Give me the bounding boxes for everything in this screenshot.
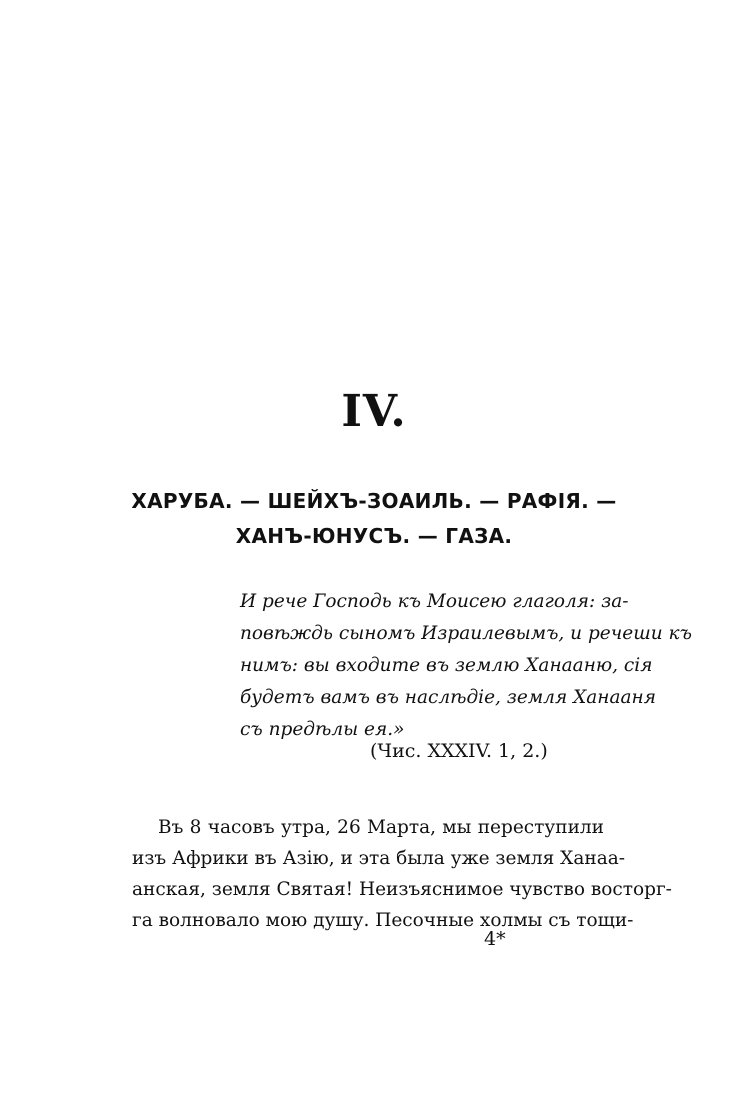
chapter-number: IV. <box>341 386 407 437</box>
epigraph <box>240 586 692 746</box>
body-line: га волновало мою душу. Песочные холмы съ тощи- <box>132 910 634 931</box>
printer-signature-mark: 4* <box>484 928 506 950</box>
chapter-title-line: ХАНЪ-ЮНУСЪ. — ГАЗА. <box>235 524 513 548</box>
chapter-title <box>0 484 748 554</box>
epigraph-citation: (Чис. XXXIV. 1, 2.) <box>370 740 548 762</box>
body-paragraph <box>132 812 672 936</box>
epigraph-line: съ предѣлы ея.» <box>240 719 405 740</box>
chapter-title-line: ХАРУБА. — ШЕЙХЪ-ЗОАИЛЬ. — РАФІЯ. — <box>131 489 617 513</box>
epigraph-line: будетъ вамъ въ наслѣдіе, земля Ханааня <box>240 687 656 708</box>
body-line: изъ Африки въ Азію, и эта была уже земля Ханаа- <box>132 848 626 869</box>
epigraph-line: повѣждь сыномъ Израилевымъ, и речеши къ <box>240 623 692 644</box>
epigraph-line: И рече Господь къ Моисею глаголя: за- <box>240 591 629 612</box>
body-line: Въ 8 часовъ утра, 26 Марта, мы переступили <box>158 817 604 838</box>
epigraph-line: нимъ: вы входите въ землю Ханааню, сія <box>240 655 653 676</box>
body-line: анская, земля Святая! Неизъяснимое чувство восторг- <box>132 879 672 900</box>
